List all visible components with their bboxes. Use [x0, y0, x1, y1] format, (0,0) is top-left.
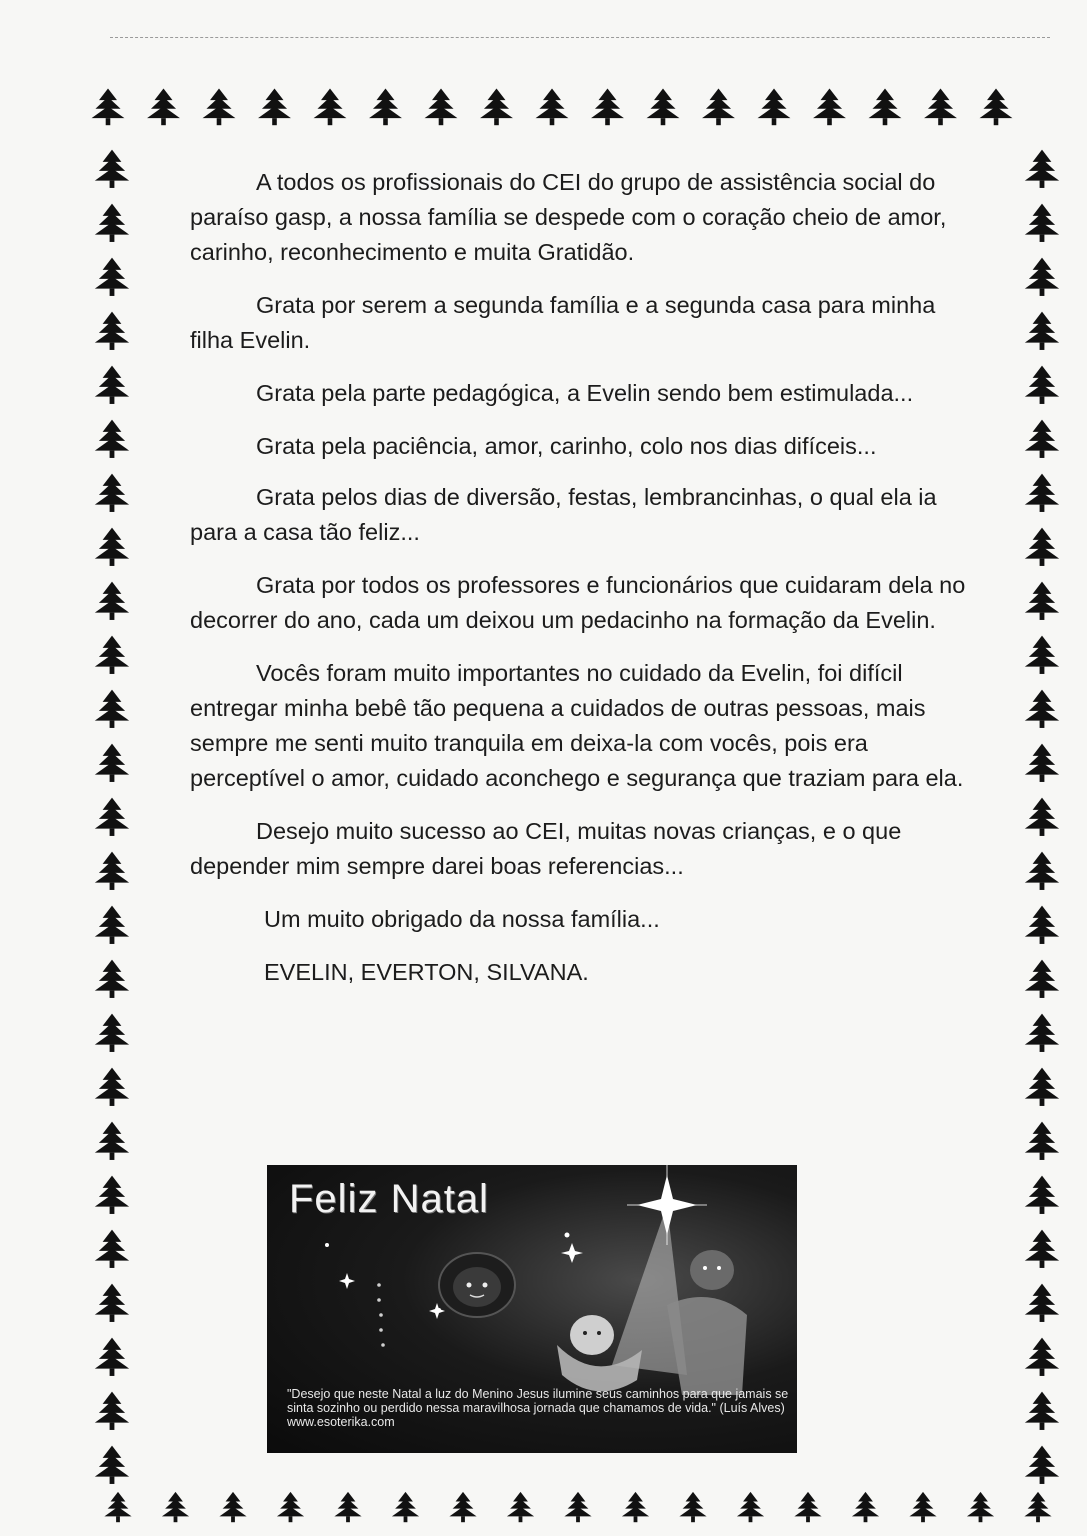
tree-icon — [162, 1492, 189, 1522]
tree-icon — [425, 88, 458, 125]
tree-icon — [622, 1492, 649, 1522]
tree-icon — [95, 1122, 129, 1160]
tree-icon — [314, 88, 347, 125]
tree-icon — [794, 1492, 821, 1522]
tree-icon — [1025, 1014, 1059, 1052]
tree-icon — [869, 88, 902, 125]
tree-icon — [1025, 1338, 1059, 1376]
tree-icon — [1025, 1230, 1059, 1268]
tree-icon — [95, 690, 129, 728]
tree-icon — [449, 1492, 476, 1522]
letter-paragraph: Vocês foram muito importantes no cuidado da Evelin, foi difícil entregar minha bebê tão pequena a cuidados de outras pessoas, mais sempre me senti muito tranquila em deixa-la com vocês, pois era perceptível o amor, cuidado aconchego e segurança que traziam para ela. — [190, 660, 964, 791]
tree-icon — [95, 744, 129, 782]
tree-icon — [95, 366, 129, 404]
tree-icon — [564, 1492, 591, 1522]
tree-icon — [95, 1392, 129, 1430]
letter-paragraph: Grata pelos dias de diversão, festas, lembrancinhas, o qual ela ia para a casa tão feliz... — [190, 484, 937, 545]
tree-icon — [591, 88, 624, 125]
letter-paragraph: Desejo muito sucesso ao CEI, muitas novas crianças, e o que depender mim sempre darei boas referencias... — [190, 818, 902, 879]
tree-icon — [95, 1176, 129, 1214]
tree-icon — [679, 1492, 706, 1522]
tree-icon — [924, 88, 957, 125]
tree-icon — [95, 528, 129, 566]
tree-icon — [104, 1492, 131, 1522]
card-quote: "Desejo que neste Natal a luz do Menino Jesus ilumine seus caminhos para que jamais se sinta sozinho ou perdido nessa maravilhosa jornada que chamamos de vida." (Luís Alves) www.esoterika.com — [287, 1387, 789, 1429]
tree-icon — [1025, 366, 1059, 404]
tree-icon — [1025, 420, 1059, 458]
tree-icon — [92, 88, 125, 125]
tree-icon — [1025, 582, 1059, 620]
tree-icon — [1025, 798, 1059, 836]
tree-icon — [1025, 744, 1059, 782]
tree-icon — [95, 798, 129, 836]
tree-icon — [1025, 906, 1059, 944]
tree-icon — [1025, 960, 1059, 998]
tree-icon — [737, 1492, 764, 1522]
tree-icon — [1025, 528, 1059, 566]
letter-body — [190, 165, 970, 1008]
tree-icon — [95, 852, 129, 890]
tree-icon — [95, 960, 129, 998]
tree-icon — [258, 88, 291, 125]
tree-icon — [147, 88, 180, 125]
tree-icon — [1025, 312, 1059, 350]
tree-icon — [813, 88, 846, 125]
tree-icon — [392, 1492, 419, 1522]
tree-icon — [1025, 1284, 1059, 1322]
letter-paragraph: Grata pela paciência, amor, carinho, colo nos dias difíceis... — [256, 433, 877, 459]
tree-icon — [95, 1014, 129, 1052]
tree-icon — [980, 88, 1013, 125]
tree-icon — [702, 88, 735, 125]
tree-icon — [95, 1068, 129, 1106]
tree-icon — [95, 906, 129, 944]
letter-paragraph: Grata por todos os professores e funcionários que cuidaram dela no decorrer do ano, cada um deixou um pedacinho na formação da Evelin. — [190, 572, 966, 633]
tree-icon — [95, 312, 129, 350]
tree-icon — [1025, 204, 1059, 242]
tree-icon — [1025, 1392, 1059, 1430]
tree-icon — [507, 1492, 534, 1522]
tree-icon — [852, 1492, 879, 1522]
tree-icon — [1025, 474, 1059, 512]
tree-icon — [758, 88, 791, 125]
tree-icon — [1025, 852, 1059, 890]
tree-icon — [1025, 636, 1059, 674]
tree-icon — [277, 1492, 304, 1522]
letter-closing: Um muito obrigado da nossa família... — [264, 906, 660, 932]
tree-icon — [219, 1492, 246, 1522]
tree-icon — [480, 88, 513, 125]
tree-icon — [1025, 1068, 1059, 1106]
tree-icon — [647, 88, 680, 125]
tree-icon — [95, 150, 129, 188]
tree-icon — [95, 1338, 129, 1376]
tree-icon — [95, 1230, 129, 1268]
letter-signature: EVELIN, EVERTON, SILVANA. — [264, 959, 589, 985]
tree-icon — [95, 636, 129, 674]
tree-icon — [95, 1284, 129, 1322]
tree-icon — [95, 204, 129, 242]
tree-icon — [1025, 150, 1059, 188]
tree-icon — [967, 1492, 994, 1522]
tree-icon — [1025, 258, 1059, 296]
tree-icon — [95, 258, 129, 296]
tree-icon — [1025, 1122, 1059, 1160]
tree-icon — [1025, 1176, 1059, 1214]
letter-paragraph: Grata pela parte pedagógica, a Evelin sendo bem estimulada... — [256, 380, 914, 406]
tree-icon — [1025, 690, 1059, 728]
tree-icon — [909, 1492, 936, 1522]
letter-paragraph: Grata por serem a segunda família e a segunda casa para minha filha Evelin. — [190, 292, 936, 353]
tree-icon — [95, 1446, 129, 1484]
tree-icon — [1024, 1492, 1051, 1522]
tree-icon — [536, 88, 569, 125]
tree-icon — [369, 88, 402, 125]
tree-icon — [1025, 1446, 1059, 1484]
tree-icon — [203, 88, 236, 125]
letter-paragraph: A todos os profissionais do CEI do grupo de assistência social do paraíso gasp, a nossa família se despede com o coração cheio de amor, carinho, reconhecimento e muita Gratidão. — [190, 169, 947, 265]
christmas-card-image — [267, 1165, 797, 1453]
scan-edge-line — [110, 37, 1050, 38]
tree-icon — [95, 582, 129, 620]
tree-icon — [334, 1492, 361, 1522]
tree-icon — [95, 420, 129, 458]
tree-icon — [95, 474, 129, 512]
card-title: Feliz Natal — [289, 1177, 489, 1221]
